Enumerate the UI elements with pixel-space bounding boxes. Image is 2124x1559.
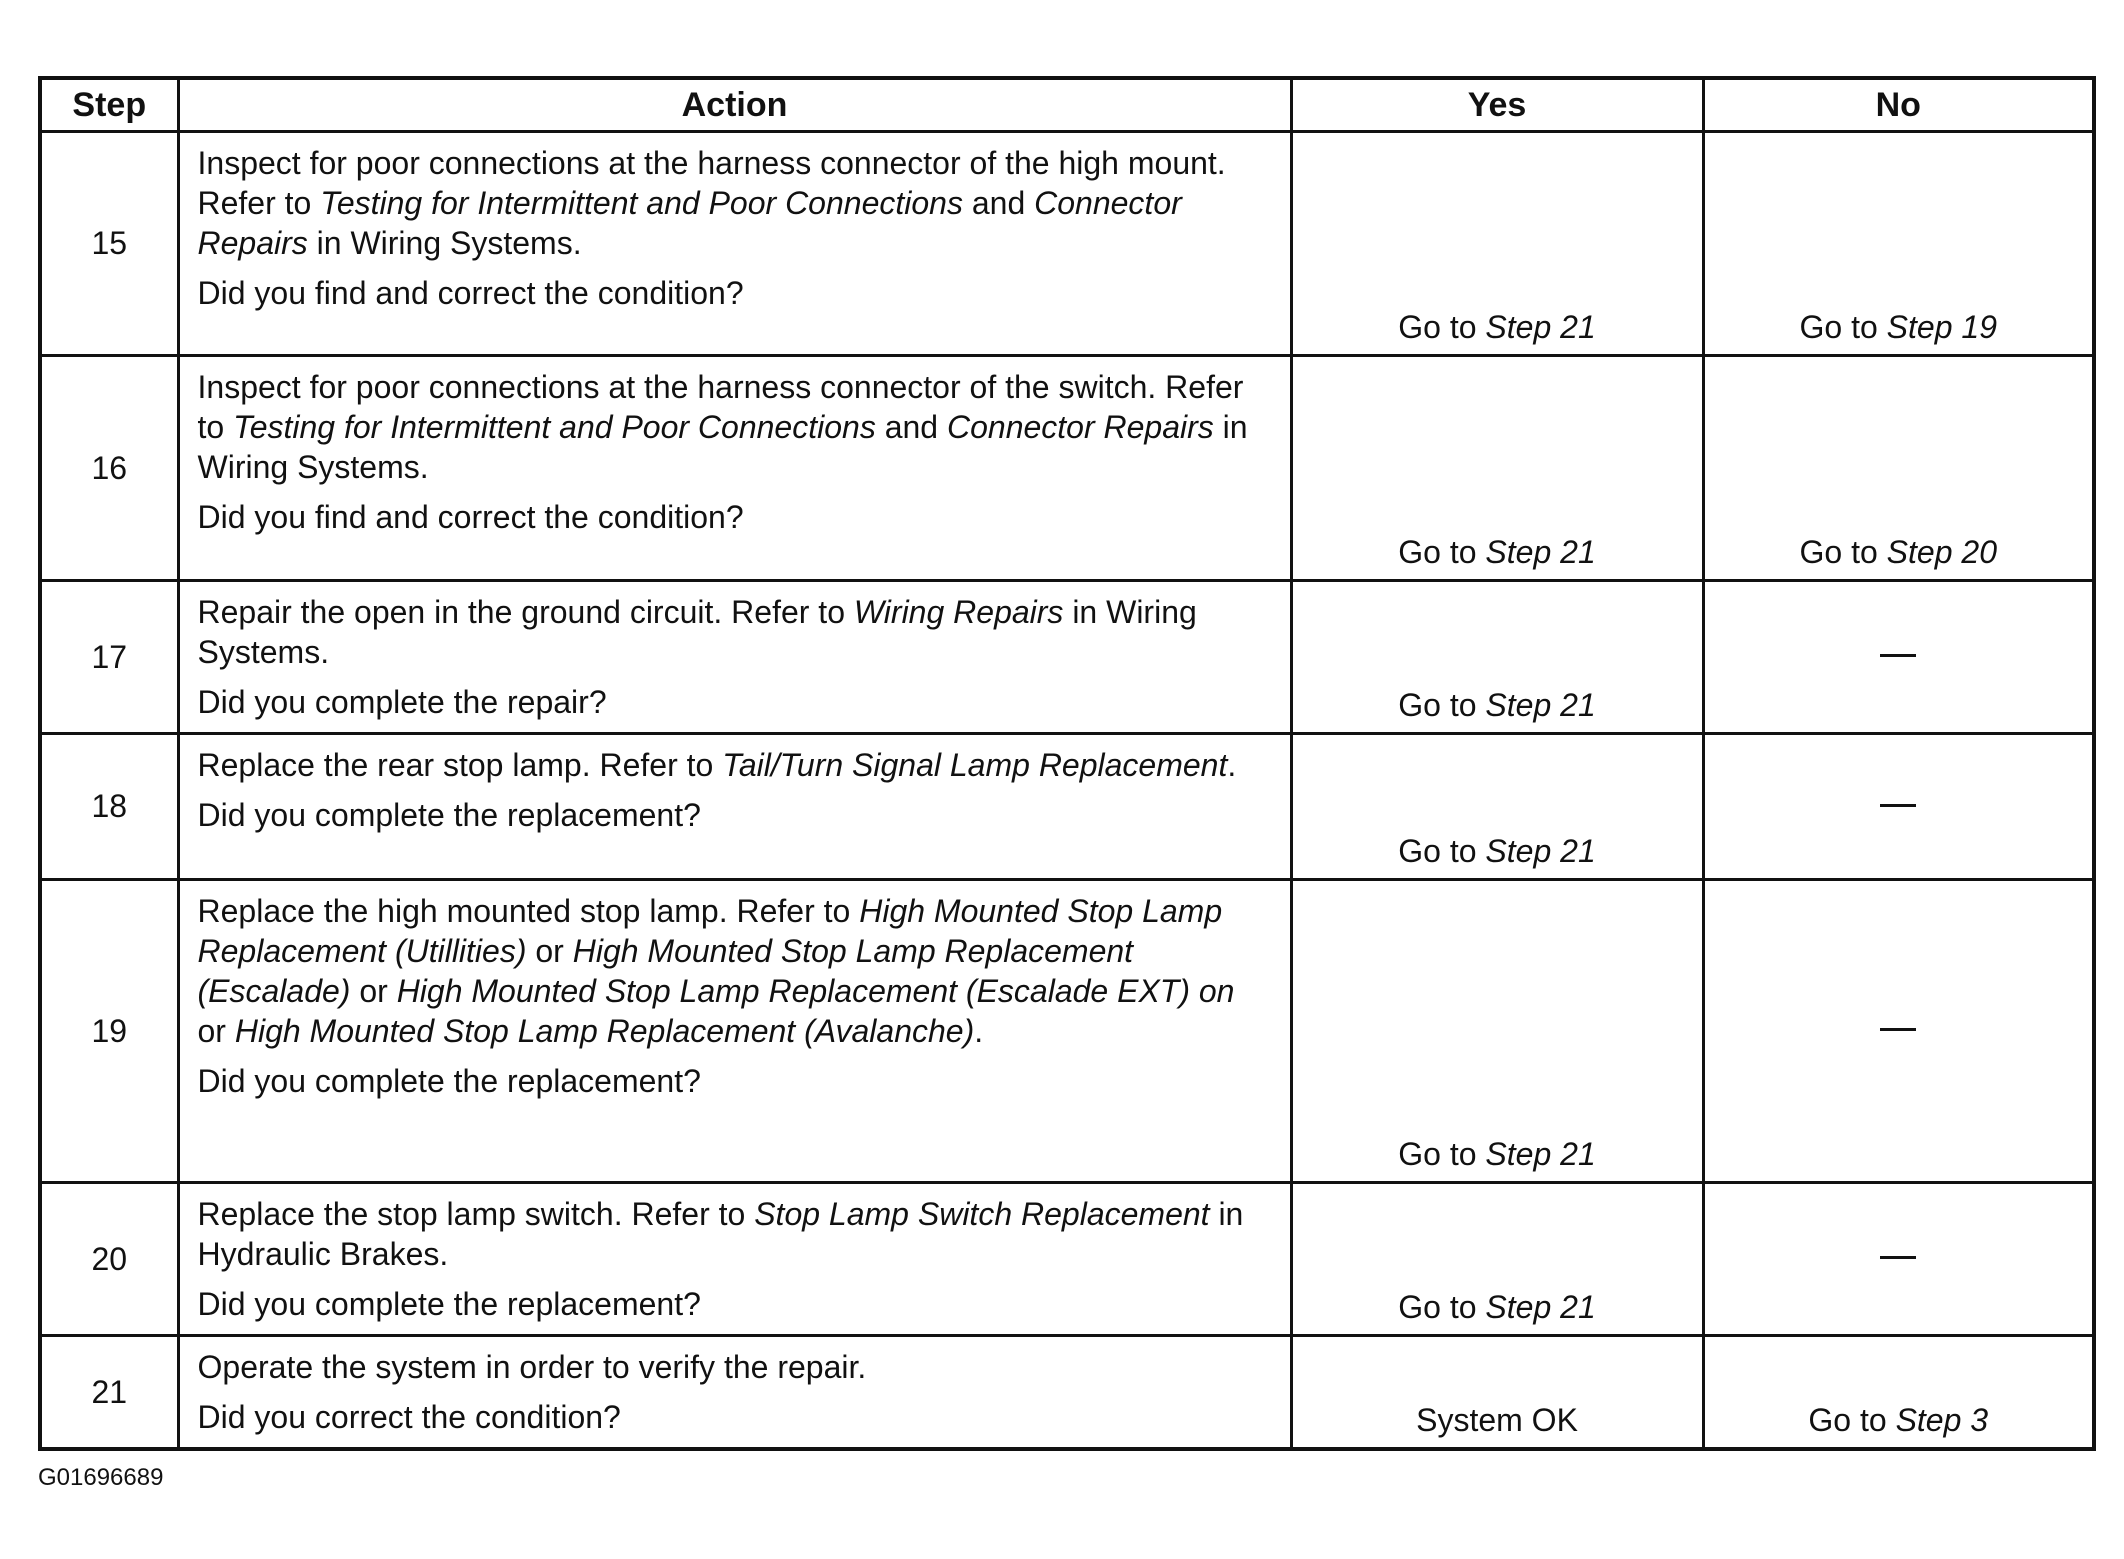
instruction-text: Inspect for poor connections at the harness connector of the high mount. Refer to: [197, 145, 1226, 221]
header-no: No: [1703, 78, 2094, 132]
no-result: [1703, 1183, 2094, 1336]
instruction-text: Repair the open in the ground circuit. Refer to: [197, 594, 854, 630]
not-applicable-dash: [1880, 1028, 1916, 1031]
reference-link-text: High Mounted Stop Lamp Replacement (Escalade): [197, 933, 1134, 1009]
yes-result-text: Go to: [1398, 309, 1486, 345]
action-question: Did you correct the condition?: [197, 1399, 621, 1435]
instruction-text: in Wiring Systems.: [307, 225, 582, 261]
no-result: [1703, 581, 2094, 734]
yes-result-text: System OK: [1416, 1402, 1578, 1438]
header-yes: Yes: [1291, 78, 1703, 132]
action-question: Did you complete the replacement?: [197, 1286, 701, 1322]
not-applicable-dash: [1880, 654, 1916, 657]
table-row: [40, 1183, 2094, 1336]
table-row: [40, 1336, 2094, 1450]
instruction-text: in Wiring Systems.: [197, 409, 1248, 485]
action-cell: [178, 1183, 1291, 1336]
table-row: [40, 880, 2094, 1183]
yes-result-text: Go to: [1398, 534, 1486, 570]
instruction-text: and: [875, 409, 947, 445]
diagnostic-table: [38, 76, 2096, 1451]
instruction-text: in Hydraulic Brakes.: [197, 1196, 1244, 1272]
no-result: [1703, 356, 2094, 581]
reference-link-text: Connector Repairs: [197, 185, 1182, 261]
not-applicable-dash: [1880, 1256, 1916, 1259]
instruction-text: Replace the rear stop lamp. Refer to: [197, 747, 723, 783]
yes-result: [1291, 356, 1703, 581]
yes-result-text: Go to: [1398, 687, 1486, 723]
reference-link-text: High Mounted Stop Lamp Replacement (Escalade EXT) on: [396, 973, 1235, 1009]
figure-id: G01696689: [38, 1464, 164, 1491]
no-step-ref: Step 3: [1895, 1402, 1989, 1438]
instruction-text: and: [962, 185, 1035, 221]
yes-result: [1291, 1336, 1703, 1450]
header-step: Step: [40, 78, 178, 132]
no-result: [1703, 1336, 2094, 1450]
step-number: 16: [40, 356, 178, 581]
reference-link-text: Tail/Turn Signal Lamp Replacement: [722, 747, 1228, 783]
action-question: Did you complete the replacement?: [197, 797, 701, 833]
action-question: Did you complete the repair?: [197, 684, 607, 720]
action-cell: [178, 1336, 1291, 1450]
reference-link-text: High Mounted Stop Lamp Replacement (Avalanche): [234, 1013, 975, 1049]
action-cell: [178, 880, 1291, 1183]
header-row: [40, 78, 2094, 132]
instruction-text: Replace the high mounted stop lamp. Refer to: [197, 893, 860, 929]
no-result-text: Go to: [1799, 309, 1887, 345]
action-instruction: [198, 594, 1197, 670]
action-question: Did you find and correct the condition?: [197, 499, 744, 535]
reference-link-text: Wiring Repairs: [853, 594, 1064, 630]
reference-link-text: High Mounted Stop Lamp Replacement (Utillities): [197, 893, 1223, 969]
action-cell: [178, 734, 1291, 880]
instruction-text: in Wiring Systems.: [197, 594, 1197, 670]
table-row: [40, 734, 2094, 880]
action-instruction: [198, 1196, 1244, 1272]
instruction-text: or: [526, 933, 573, 969]
instruction-text: or: [350, 973, 397, 1009]
step-number: 20: [40, 1183, 178, 1336]
action-question: Did you find and correct the condition?: [197, 275, 744, 311]
yes-result-text: Go to: [1398, 1136, 1486, 1172]
action-instruction: [198, 1349, 867, 1385]
reference-link-text: Connector Repairs: [946, 409, 1214, 445]
action-instruction: [198, 893, 1235, 1049]
no-step-ref: Step 20: [1886, 534, 1997, 570]
instruction-text: .: [1227, 747, 1237, 783]
table-row: [40, 581, 2094, 734]
instruction-text: Operate the system in order to verify the repair.: [197, 1349, 867, 1385]
action-cell: [178, 132, 1291, 356]
yes-step-ref: Step 21: [1485, 534, 1596, 570]
yes-step-ref: Step 21: [1485, 1136, 1596, 1172]
instruction-text: .: [974, 1013, 984, 1049]
not-applicable-dash: [1880, 804, 1916, 807]
step-number: 21: [40, 1336, 178, 1450]
action-cell: [178, 356, 1291, 581]
no-result: [1703, 132, 2094, 356]
step-number: 19: [40, 880, 178, 1183]
no-result-text: Go to: [1799, 534, 1887, 570]
yes-result: [1291, 734, 1703, 880]
header-action: Action: [178, 78, 1291, 132]
step-number: 15: [40, 132, 178, 356]
reference-link-text: Stop Lamp Switch Replacement: [754, 1196, 1210, 1232]
reference-link-text: Testing for Intermittent and Poor Connections: [233, 409, 876, 445]
yes-result-text: Go to: [1398, 833, 1486, 869]
step-number: 18: [40, 734, 178, 880]
yes-step-ref: Step 21: [1485, 309, 1596, 345]
yes-result: [1291, 880, 1703, 1183]
reference-link-text: Testing for Intermittent and Poor Connections: [320, 185, 963, 221]
yes-result: [1291, 581, 1703, 734]
instruction-text: Inspect for poor connections at the harness connector of the switch. Refer to: [197, 369, 1244, 445]
yes-result: [1291, 1183, 1703, 1336]
no-result-text: Go to: [1808, 1402, 1896, 1438]
action-instruction: [198, 369, 1248, 485]
yes-step-ref: Step 21: [1485, 1289, 1596, 1325]
yes-step-ref: Step 21: [1485, 687, 1596, 723]
action-question: Did you complete the replacement?: [197, 1063, 701, 1099]
action-instruction: [198, 145, 1226, 261]
no-result: [1703, 734, 2094, 880]
yes-result: [1291, 132, 1703, 356]
table-row: [40, 132, 2094, 356]
yes-result-text: Go to: [1398, 1289, 1486, 1325]
action-instruction: [198, 747, 1237, 783]
no-result: [1703, 880, 2094, 1183]
instruction-text: or: [197, 1013, 235, 1049]
step-number: 17: [40, 581, 178, 734]
instruction-text: Replace the stop lamp switch. Refer to: [197, 1196, 755, 1232]
action-cell: [178, 581, 1291, 734]
table-row: [40, 356, 2094, 581]
no-step-ref: Step 19: [1886, 309, 1997, 345]
yes-step-ref: Step 21: [1485, 833, 1596, 869]
